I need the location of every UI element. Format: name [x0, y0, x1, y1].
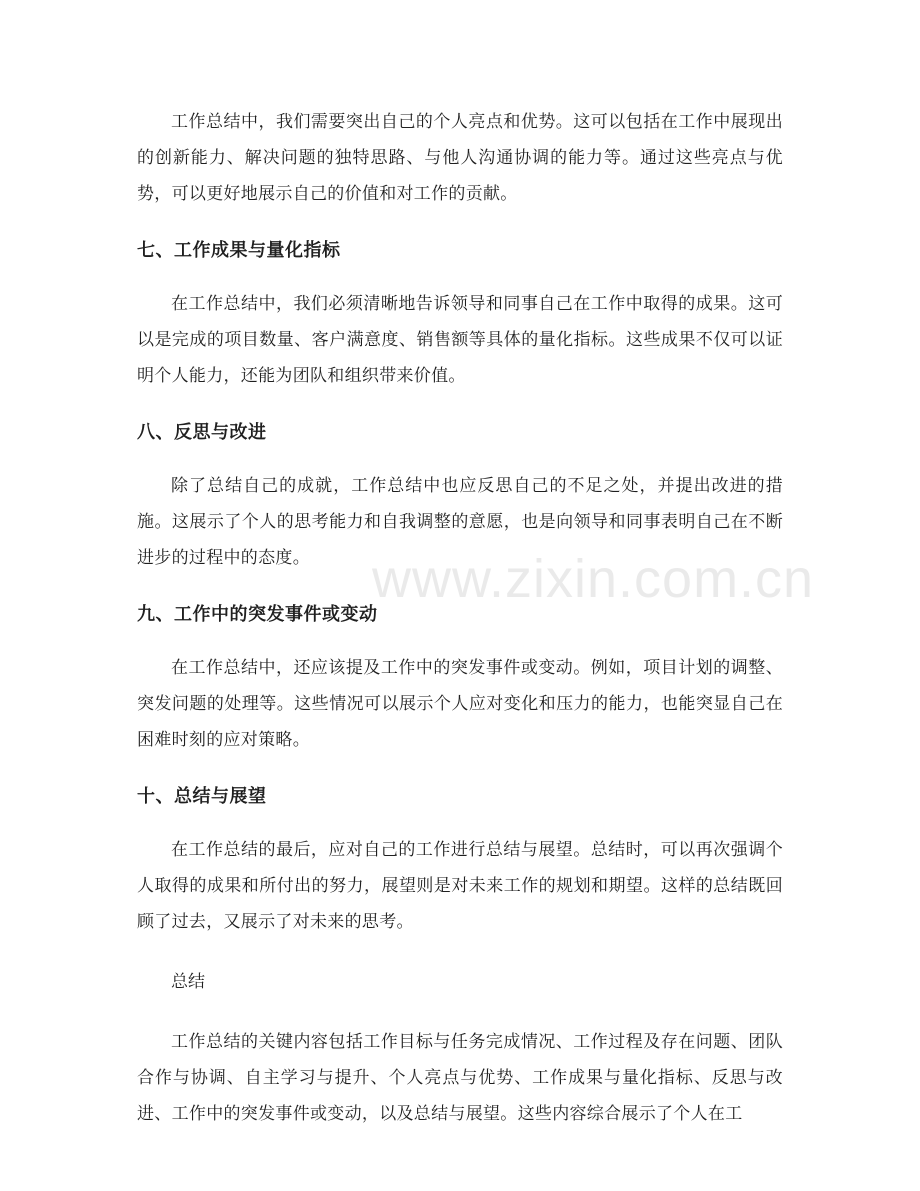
- document-content: [137, 104, 783, 1132]
- section-heading-7: 七、工作成果与量化指标: [137, 240, 341, 261]
- section-heading-9: 九、工作中的突发事件或变动: [137, 604, 378, 625]
- watermark-text: www.zixin.com.cn: [372, 549, 815, 609]
- summary-label: 总结: [171, 972, 205, 992]
- intro-paragraph: 工作总结中，我们需要突出自己的个人亮点和优势。这可以包括在工作中展现出的创新能力、解决问题的独特思路、与他人沟通协调的能力等。通过这些亮点与优势，可以更好地展示自己的价值和对工作的贡献。: [137, 112, 783, 204]
- section-body-9: 在工作总结中，还应该提及工作中的突发事件或变动。例如，项目计划的调整、突发问题的处理等。这些情况可以展示个人应对变化和压力的能力，也能突显自己在困难时刻的应对策略。: [137, 658, 783, 750]
- summary-paragraph: 工作总结的关键内容包括工作目标与任务完成情况、工作过程及存在问题、团队合作与协调、自主学习与提升、个人亮点与优势、工作成果与量化指标、反思与改进、工作中的突发事件或变动，以及总结与展望。这些内容综合展示了个人在工: [137, 1032, 783, 1124]
- section-body-7: 在工作总结中，我们必须清晰地告诉领导和同事自己在工作中取得的成果。这可以是完成的项目数量、客户满意度、销售额等具体的量化指标。这些成果不仅可以证明个人能力，还能为团队和组织带来价值。: [137, 294, 783, 386]
- section-heading-8: 八、反思与改进: [137, 422, 267, 443]
- section-body-8: 除了总结自己的成就，工作总结中也应反思自己的不足之处，并提出改进的措施。这展示了个人的思考能力和自我调整的意愿，也是向领导和同事表明自己在不断进步的过程中的态度。: [137, 476, 783, 568]
- section-heading-10: 十、总结与展望: [137, 786, 267, 807]
- section-body-10: 在工作总结的最后，应对自己的工作进行总结与展望。总结时，可以再次强调个人取得的成果和所付出的努力，展望则是对未来工作的规划和期望。这样的总结既回顾了过去，又展示了对未来的思考。: [137, 840, 783, 932]
